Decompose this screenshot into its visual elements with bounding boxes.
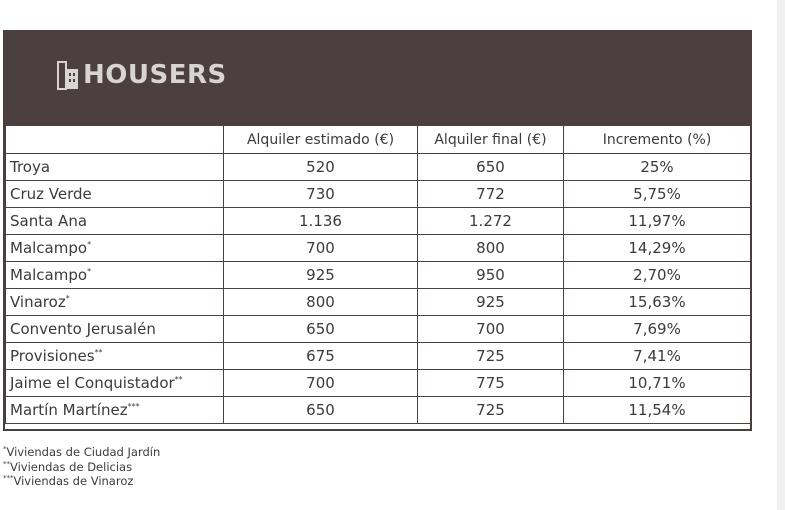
increase-cell: 7,41% [564,343,751,370]
final-cell: 1.272 [418,208,564,235]
estimated-cell: 700 [224,235,418,262]
increase-cell: 25% [564,154,751,181]
table-header-row [6,126,751,154]
increase-cell: 7,69% [564,316,751,343]
final-cell: 950 [418,262,564,289]
increase-cell: 11,54% [564,397,751,424]
estimated-cell: 520 [224,154,418,181]
final-cell: 775 [418,370,564,397]
table-row [6,289,751,316]
property-cell: Jaime el Conquistador** [6,370,224,397]
estimated-cell: 925 [224,262,418,289]
header-final-rent: Alquiler final (€) [418,126,564,154]
header-estimated-rent: Alquiler estimado (€) [224,126,418,154]
estimated-cell: 1.136 [224,208,418,235]
final-cell: 925 [418,289,564,316]
housers-logo [57,60,227,90]
logo-text: HOUSERS [83,60,227,90]
table-row [6,235,751,262]
header-increase: Incremento (%) [564,126,751,154]
increase-cell: 5,75% [564,181,751,208]
rent-comparison-card [3,30,752,431]
table-row [6,154,751,181]
page-scrollbar[interactable] [777,0,785,510]
final-cell: 650 [418,154,564,181]
footnote-vinaroz: ***Viviendas de Vinaroz [3,474,134,488]
final-cell: 725 [418,397,564,424]
table-row [6,316,751,343]
increase-cell: 11,97% [564,208,751,235]
increase-cell: 14,29% [564,235,751,262]
table-row [6,343,751,370]
estimated-cell: 675 [224,343,418,370]
property-cell: Martín Martínez*** [6,397,224,424]
increase-cell: 15,63% [564,289,751,316]
table-row [6,181,751,208]
increase-cell: 2,70% [564,262,751,289]
table-row [6,262,751,289]
property-cell: Troya [6,154,224,181]
final-cell: 800 [418,235,564,262]
property-cell: Vinaroz* [6,289,224,316]
property-cell: Malcampo* [6,235,224,262]
header-property [6,126,224,154]
final-cell: 700 [418,316,564,343]
estimated-cell: 650 [224,397,418,424]
footnote-delicias: **Viviendas de Delicias [3,459,133,474]
table-row [6,397,751,424]
footnotes [3,445,160,489]
property-cell: Cruz Verde [6,181,224,208]
building-icon [57,60,79,90]
estimated-cell: 650 [224,316,418,343]
property-cell: Provisiones** [6,343,224,370]
table-row [6,208,751,235]
final-cell: 772 [418,181,564,208]
property-cell: Convento Jerusalén [6,316,224,343]
property-cell: Santa Ana [6,208,224,235]
rent-table [5,125,751,424]
table-row [6,370,751,397]
estimated-cell: 800 [224,289,418,316]
increase-cell: 10,71% [564,370,751,397]
footnote-ciudad-jardin: *Viviendas de Ciudad Jardín [3,445,161,459]
header-banner [5,32,750,125]
final-cell: 725 [418,343,564,370]
estimated-cell: 700 [224,370,418,397]
estimated-cell: 730 [224,181,418,208]
property-cell: Malcampo* [6,262,224,289]
